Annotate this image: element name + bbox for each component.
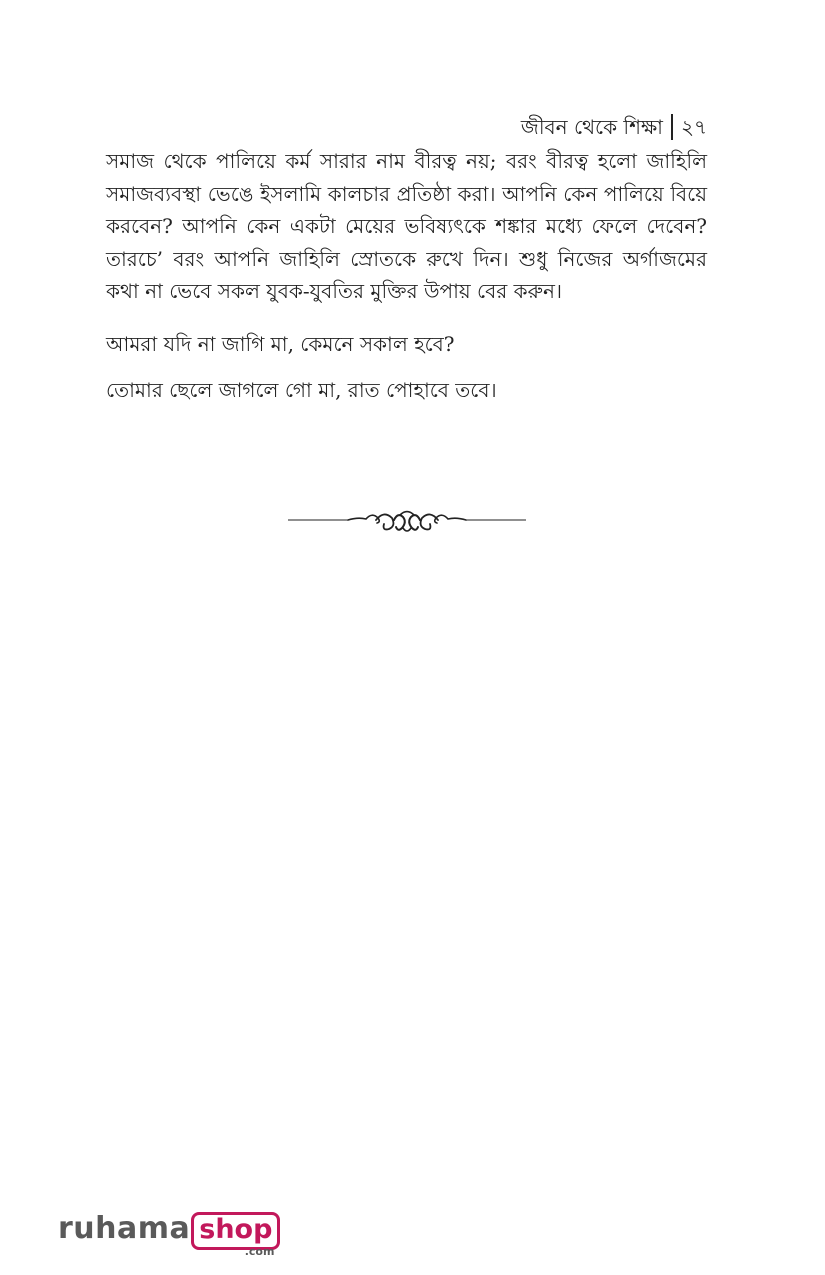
- publisher-logo: [58, 1212, 280, 1260]
- verse-line-1: আমরা যদি না জাগি মা, কেমনে সকাল হবে?: [106, 331, 455, 356]
- book-title: জীবন থেকে শিক্ষা: [520, 115, 663, 139]
- running-header: [521, 112, 707, 142]
- page-number: ২৭: [680, 115, 707, 139]
- logo-domain: .com: [244, 1245, 275, 1258]
- logo-shop-badge: [191, 1212, 280, 1258]
- logo-wordmark: ruhama: [58, 1211, 191, 1246]
- ornamental-divider: [288, 506, 526, 538]
- page-body: [106, 145, 707, 420]
- logo-shop-text: shop: [191, 1212, 280, 1250]
- body-paragraph: সমাজ থেকে পালিয়ে কর্ম সারার নাম বীরত্ব নয়; বরং বীরত্ব হলো জাহিলি সমাজব্যবস্থা ভেঙে ইসলামি কালচার প্রতিষ্ঠা করা। আপনি কেন পালিয়ে বিয়ে করবেন? আপনি কেন একটা মেয়ের ভবিষ্যৎকে শঙ্কার মধ্যে ফেলে দেবেন? তারচে’ বরং আপনি জাহিলি স্রোতকে রুখে দিন। শুধু নিজের অর্গাজমের কথা না ভেবে সকল যুবক-যুবতির মুক্তির উপায় বের করুন।: [106, 149, 707, 303]
- verse-line-2: তোমার ছেলে জাগলে গো মা, রাত পোহাবে তবে।: [106, 377, 497, 402]
- header-divider: [671, 114, 673, 140]
